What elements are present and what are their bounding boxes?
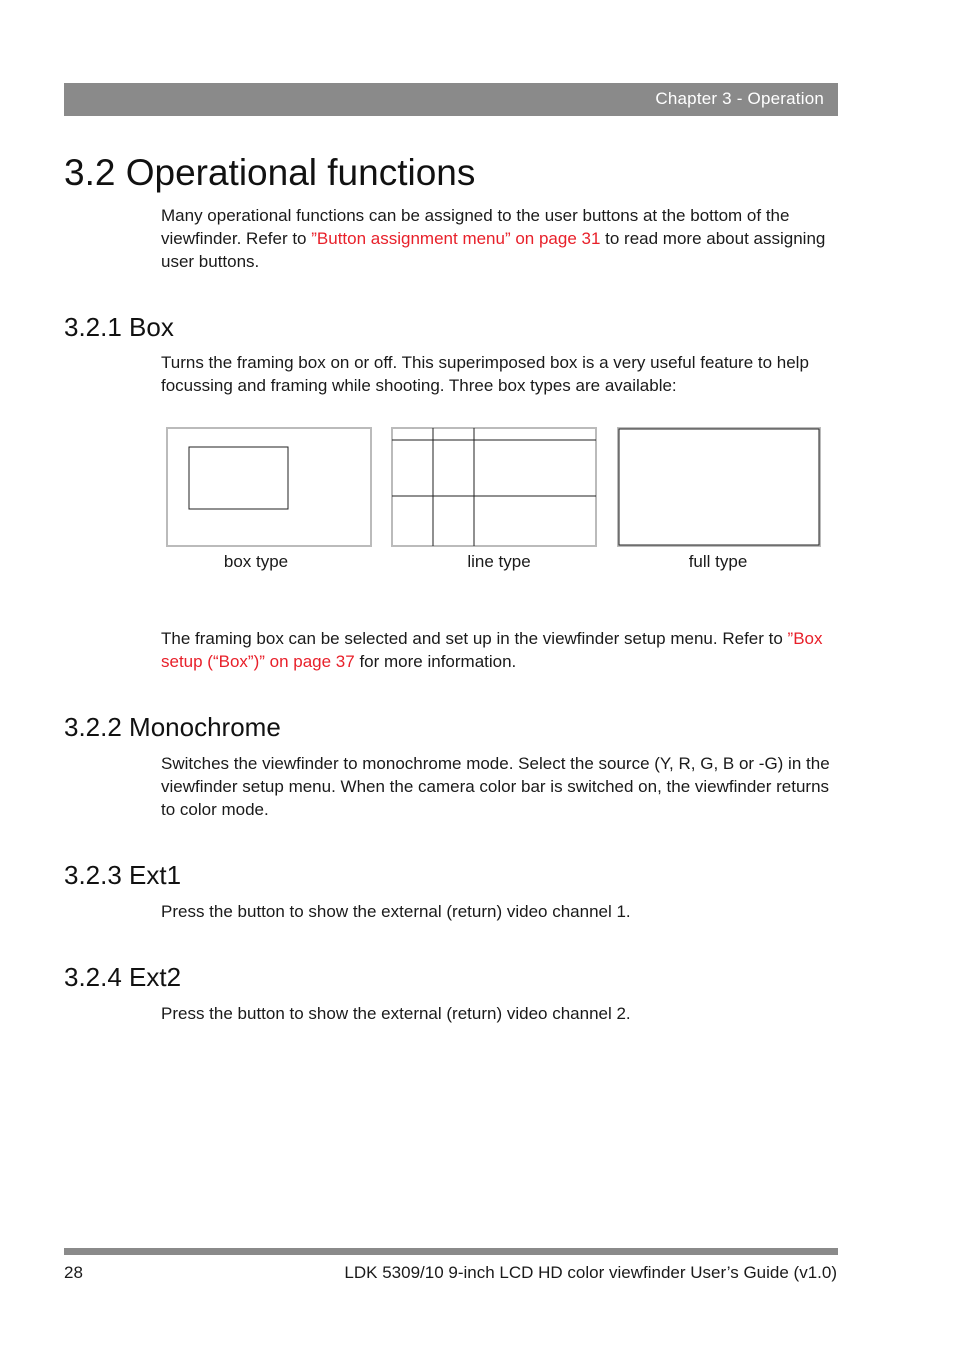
box-setup-link[interactable]: ”Box setup (“Box”)” on page 37	[161, 629, 823, 671]
full-type-diagram	[617, 427, 821, 547]
line-type-diagram	[391, 427, 597, 547]
button-assignment-link[interactable]: ”Button assignment menu” on page 31	[311, 229, 601, 248]
section-title: 3.2 Operational functions	[64, 152, 476, 193]
document-title: LDK 5309/10 9-inch LCD HD color viewfinder User’s Guide (v1.0)	[344, 1263, 837, 1282]
box-setup-text-before: The framing box can be selected and set up in the viewfinder setup menu. Refer to	[161, 629, 788, 648]
box-setup-text	[161, 627, 841, 673]
box-heading: 3.2.1 Box	[64, 312, 174, 342]
chapter-header-bar	[64, 83, 838, 116]
page-number: 28	[64, 1263, 83, 1282]
monochrome-heading: 3.2.2 Monochrome	[64, 712, 281, 742]
monochrome-description: Switches the viewfinder to monochrome mode. Select the source (Y, R, G, B or -G) in the viewfinder setup menu. When the camera color bar is switched on, the viewfinder returns to color mode.	[161, 754, 830, 819]
box-description: Turns the framing box on or off. This superimposed box is a very useful feature to help focussing and framing while shooting. Three box types are available:	[161, 353, 809, 395]
ext1-description: Press the button to show the external (return) video channel 1.	[161, 902, 631, 921]
box-type-diagram	[166, 427, 372, 547]
box-type-caption: box type	[223, 552, 289, 571]
line-type-caption: line type	[467, 552, 531, 571]
section-intro	[161, 204, 841, 273]
box-setup-text-after: for more information.	[354, 652, 517, 671]
chapter-header-text: Chapter 3 - Operation	[655, 89, 824, 108]
ext1-heading: 3.2.3 Ext1	[64, 860, 182, 890]
intro-text-before: Many operational functions can be assigned to the user buttons at the bottom of the viewfinder. Refer to	[161, 206, 790, 248]
footer-bar	[64, 1248, 838, 1255]
ext2-description: Press the button to show the external (return) video channel 2.	[161, 1004, 631, 1023]
full-type-caption: full type	[688, 552, 748, 571]
intro-text-after: to read more about assigning user buttons.	[161, 229, 826, 271]
ext2-heading: 3.2.4 Ext2	[64, 962, 182, 992]
